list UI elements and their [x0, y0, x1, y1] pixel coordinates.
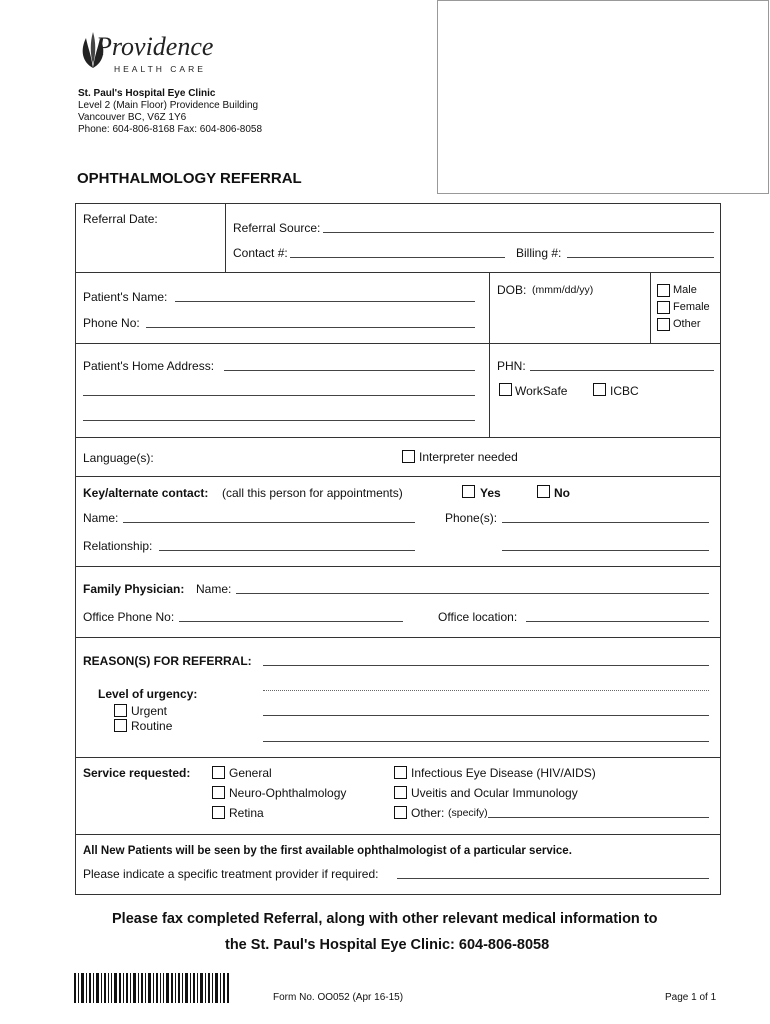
contact-name-field[interactable] [123, 522, 415, 523]
divider [75, 437, 721, 438]
sex-other-label: Other [673, 318, 701, 330]
service-other-label: Other: [411, 806, 445, 820]
dob-format: (mmm/dd/yy) [532, 284, 594, 296]
office-phone-field[interactable] [179, 621, 403, 622]
contact-yes-checkbox[interactable] [462, 485, 475, 498]
sex-female-checkbox[interactable] [657, 301, 670, 314]
phn-label: PHN: [497, 359, 526, 373]
contact-yes-label: Yes [480, 486, 501, 500]
service-neuro-checkbox[interactable] [212, 786, 225, 799]
urgent-label: Urgent [131, 704, 168, 718]
fax-instruction-1: Please fax completed Referral, along with other relevant medical information to [112, 911, 658, 927]
contact-name-label: Name: [83, 511, 119, 525]
home-address-field-3[interactable] [83, 420, 475, 421]
home-address-field-2[interactable] [83, 395, 475, 396]
divider [75, 637, 721, 638]
patient-phone-field[interactable] [146, 327, 475, 328]
divider [75, 834, 721, 835]
service-neuro-label: Neuro-Ophthalmology [229, 786, 347, 800]
patient-name-field[interactable] [175, 301, 475, 302]
relationship-field[interactable] [159, 550, 415, 551]
service-other-specify: (specify) [448, 807, 488, 819]
office-location-field[interactable] [526, 621, 709, 622]
clinic-address-2: Vancouver BC, V6Z 1Y6 [78, 112, 187, 123]
new-patients-notice: All New Patients will be seen by the first available ophthalmologist of a particular service. [83, 845, 572, 857]
service-label: Service requested: [83, 766, 191, 780]
form-number: Form No. OO052 (Apr 16-15) [273, 992, 404, 1003]
contact-no-checkbox[interactable] [537, 485, 550, 498]
service-retina-label: Retina [229, 806, 264, 820]
patient-name-label: Patient's Name: [83, 290, 168, 304]
interpreter-label: Interpreter needed [419, 450, 518, 464]
divider [75, 757, 721, 758]
service-infectious-checkbox[interactable] [394, 766, 407, 779]
provider-field[interactable] [397, 878, 709, 879]
service-general-checkbox[interactable] [212, 766, 225, 779]
contact-number-field[interactable] [290, 257, 505, 258]
relationship-label: Relationship: [83, 539, 153, 553]
contact-phones-field[interactable] [502, 522, 709, 523]
form-title: OPHTHALMOLOGY REFERRAL [77, 170, 302, 187]
reason-field-1[interactable] [263, 665, 709, 666]
key-contact-note: (call this person for appointments) [222, 486, 403, 500]
service-other-checkbox[interactable] [394, 806, 407, 819]
home-address-label: Patient's Home Address: [83, 359, 215, 373]
dob-label: DOB: [497, 283, 527, 297]
provider-label: Please indicate a specific treatment provider if required: [83, 867, 379, 881]
patient-phone-label: Phone No: [83, 316, 140, 330]
billing-number-label: Billing #: [516, 246, 562, 260]
sex-female-label: Female [673, 301, 710, 313]
divider [650, 272, 651, 343]
urgency-label: Level of urgency: [98, 687, 198, 701]
clinic-address-1: Level 2 (Main Floor) Providence Building [78, 100, 259, 111]
worksafe-label: WorkSafe [515, 384, 568, 398]
family-physician-heading: Family Physician: [83, 582, 185, 596]
office-location-label: Office location: [438, 610, 518, 624]
routine-checkbox[interactable] [114, 719, 127, 732]
clinic-phone: Phone: 604-806-8168 Fax: 604-806-8058 [78, 124, 263, 135]
reason-heading: REASON(S) FOR REFERRAL: [83, 654, 252, 668]
service-uveitis-checkbox[interactable] [394, 786, 407, 799]
icbc-label: ICBC [610, 384, 639, 398]
divider [225, 203, 226, 272]
contact-phones-label: Phone(s): [445, 511, 498, 525]
phn-field[interactable] [530, 370, 714, 371]
contact-phones-field-2[interactable] [502, 550, 709, 551]
referral-source-label: Referral Source: [233, 221, 321, 235]
contact-no-label: No [554, 486, 570, 500]
office-phone-label: Office Phone No: [83, 610, 175, 624]
referral-source-field[interactable] [323, 232, 714, 233]
logo-subtitle: HEALTH CARE [114, 64, 206, 74]
icbc-checkbox[interactable] [593, 383, 606, 396]
divider [75, 343, 721, 344]
contact-number-label: Contact #: [233, 246, 288, 260]
interpreter-checkbox[interactable] [402, 450, 415, 463]
clinic-name: St. Paul's Hospital Eye Clinic [78, 88, 216, 99]
physician-name-field[interactable] [236, 593, 709, 594]
fax-instruction-2: the St. Paul's Hospital Eye Clinic: 604-806-8058 [225, 937, 550, 953]
routine-label: Routine [131, 719, 173, 733]
logo [74, 26, 214, 78]
reason-field-3[interactable] [263, 715, 709, 716]
page-number: Page 1 of 1 [665, 992, 717, 1003]
worksafe-checkbox[interactable] [499, 383, 512, 396]
sex-male-checkbox[interactable] [657, 284, 670, 297]
divider [75, 272, 721, 273]
divider [489, 272, 490, 437]
language-label: Language(s): [83, 451, 154, 465]
reason-field-4[interactable] [263, 741, 709, 742]
service-general-label: General [229, 766, 272, 780]
home-address-field-1[interactable] [224, 370, 475, 371]
urgent-checkbox[interactable] [114, 704, 127, 717]
referral-date-label: Referral Date: [83, 212, 158, 226]
logo-name: Providence [96, 32, 214, 61]
service-uveitis-label: Uveitis and Ocular Immunology [411, 786, 578, 800]
divider [75, 476, 721, 477]
sex-male-label: Male [673, 284, 697, 296]
physician-name-label: Name: [196, 582, 232, 596]
barcode [74, 973, 230, 1003]
divider [75, 566, 721, 567]
service-other-field[interactable] [488, 817, 709, 818]
billing-number-field[interactable] [567, 257, 714, 258]
key-contact-heading: Key/alternate contact: [83, 486, 209, 500]
service-infectious-label: Infectious Eye Disease (HIV/AIDS) [411, 766, 596, 780]
sex-other-checkbox[interactable] [657, 318, 670, 331]
address-label-box [437, 0, 769, 194]
reason-field-2[interactable] [263, 690, 709, 691]
service-retina-checkbox[interactable] [212, 806, 225, 819]
